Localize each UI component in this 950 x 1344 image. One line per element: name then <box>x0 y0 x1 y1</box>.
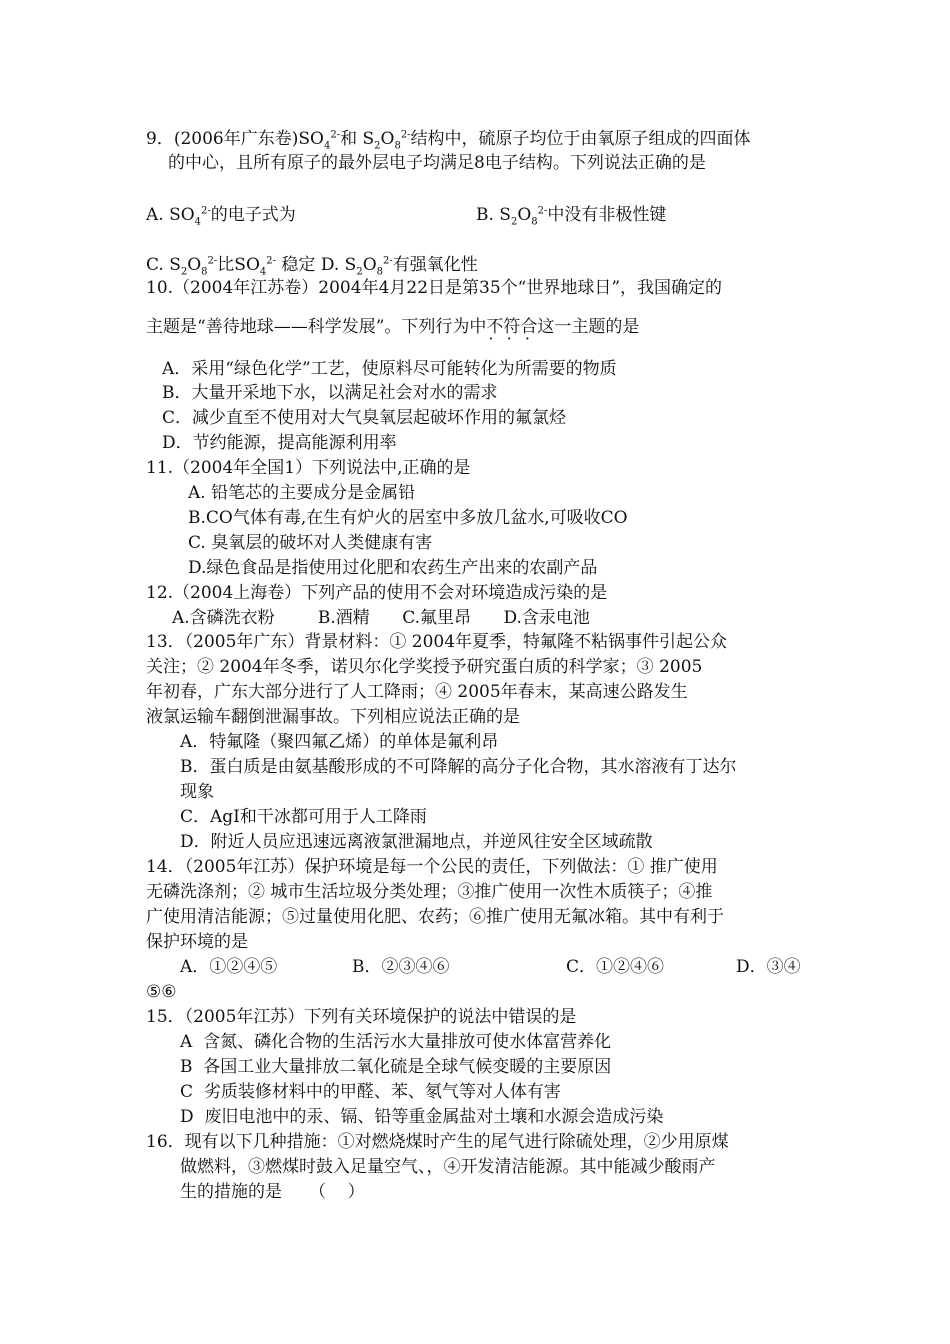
q15-option-b: B 各国工业大量排放二氧化硫是全球气候变暖的主要原因 <box>180 1057 612 1077</box>
q11-option-b: B.CO气体有毒,在生有炉火的居室中多放几盆水,可吸收CO <box>188 508 628 528</box>
q13-option-c: C．AgI和干冰都可用于人工降雨 <box>180 807 427 827</box>
q14-option-d-cont: ⑤⑥ <box>146 982 177 1002</box>
q14-line-2: 无磷洗涤剂；② 城市生活垃圾分类处理；③推广使用一次性木质筷子；④推 <box>146 882 713 902</box>
q10-line-2: 主题是“善待地球——科学发展”。下列行为中不符合 · · ·这一主题的是 <box>146 316 639 338</box>
q10-option-a: A．采用“绿色化学”工艺，使原料尽可能转化为所需要的物质 <box>162 359 617 379</box>
q13-option-a: A．特氟隆（聚四氟乙烯）的单体是氟利昂 <box>180 732 499 752</box>
q10-option-c: C．减少直至不使用对大气臭氧层起破坏作用的氟氯烃 <box>162 408 567 428</box>
q16-line-3: 生的措施的是 （ ） <box>180 1182 365 1202</box>
q13-option-b-cont: 现象 <box>180 782 214 802</box>
q10-line-1: 10.（2004年江苏卷）2004年4月22日是第35个“世界地球日”，我国确定的 <box>146 278 723 298</box>
q9-option-a: A. $SO_4^{2-}$的电子式为 <box>146 205 296 228</box>
q16-line-2: 做燃料，③燃煤时鼓入足量空气、，④开发清洁能源。其中能减少酸雨产 <box>180 1157 716 1177</box>
q13-option-b: B．蛋白质是由氨基酸形成的不可降解的高分子化合物，其水溶液有丁达尔 <box>180 757 737 777</box>
q11-option-d: D.绿色食品是指使用过化肥和农药生产出来的农副产品 <box>188 558 598 578</box>
q14-line-1: 14．（2005年江苏）保护环境是每一个公民的责任，下列做法：① 推广使用 <box>146 857 718 877</box>
q9-line-1: 9．(2006年广东卷)$SO_4^{2-}$和 $S_2O_8^{2-}$结构中，硫原子均位于由氧原子组成的四面体 <box>146 129 751 152</box>
q10-option-d: D．节约能源，提高能源利用率 <box>162 433 397 453</box>
q14-option-d: D．③④ <box>736 957 801 977</box>
q14-option-c: C．①②④⑥ <box>566 957 665 977</box>
q12-stem: 12.（2004上海卷）下列产品的使用不会对环境造成污染的是 <box>146 583 608 603</box>
q14-line-4: 保护环境的是 <box>146 932 248 952</box>
q15-stem: 15．（2005年江苏）下列有关环境保护的说法中错误的是 <box>146 1007 577 1027</box>
q11-option-c: C. 臭氧层的破坏对人类健康有害 <box>188 533 433 553</box>
q13-line-4: 液氯运输车翻倒泄漏事故。下列相应说法正确的是 <box>146 707 520 727</box>
emphasis-not-conform: 不符合 · · · <box>486 316 537 338</box>
q15-option-a: A 含氮、磷化合物的生活污水大量排放可使水体富营养化 <box>180 1032 612 1052</box>
q9-line-2: 的中心，且所有原子的最外层电子均满足8电子结构。下列说法正确的是 <box>168 153 706 173</box>
q13-line-3: 年初春，广东大部分进行了人工降雨；④ 2005年春末，某高速公路发生 <box>146 682 688 702</box>
q9-option-b: B. $S_2O_8^{2-}$中没有非极性键 <box>476 205 667 228</box>
q11-option-a: A. 铅笔芯的主要成分是金属铅 <box>188 483 416 503</box>
q16-line-1: 16．现有以下几种措施：①对燃烧煤时产生的尾气进行除硫处理，②少用原煤 <box>146 1132 729 1152</box>
q13-option-d: D．附近人员应迅速远离液氯泄漏地点，并逆风往安全区域疏散 <box>180 832 653 852</box>
q13-line-1: 13．（2005年广东）背景材料：① 2004年夏季，特氟隆不粘锅事件引起公众 <box>146 632 728 652</box>
q14-option-a: A．①②④⑤ <box>180 957 278 977</box>
q11-stem: 11.（2004年全国1）下列说法中,正确的是 <box>146 458 471 478</box>
q9-options-c-d: C. $S_2O_8^{2-}$比$SO_4^{2-}$ 稳定 D. $S_2O_8^{2-}$有强氧化性 <box>146 255 478 278</box>
q13-line-2: 关注；② 2004年冬季，诺贝尔化学奖授予研究蛋白质的科学家；③ 2005 <box>146 657 703 677</box>
q15-option-d: D 废旧电池中的汞、镉、铅等重金属盐对土壤和水源会造成污染 <box>180 1107 664 1127</box>
q14-option-b: B．②③④⑥ <box>352 957 450 977</box>
q10-option-b: B．大量开采地下水，以满足社会对水的需求 <box>162 383 498 403</box>
q12-options: A.含磷洗衣粉 B.酒精 C.氟里昂 D.含汞电池 <box>172 608 590 628</box>
q15-option-c: C 劣质装修材料中的甲醛、苯、氡气等对人体有害 <box>180 1082 561 1102</box>
q14-line-3: 广使用清洁能源；⑤过量使用化肥、农药；⑥推广使用无氟冰箱。其中有利于 <box>146 907 724 927</box>
